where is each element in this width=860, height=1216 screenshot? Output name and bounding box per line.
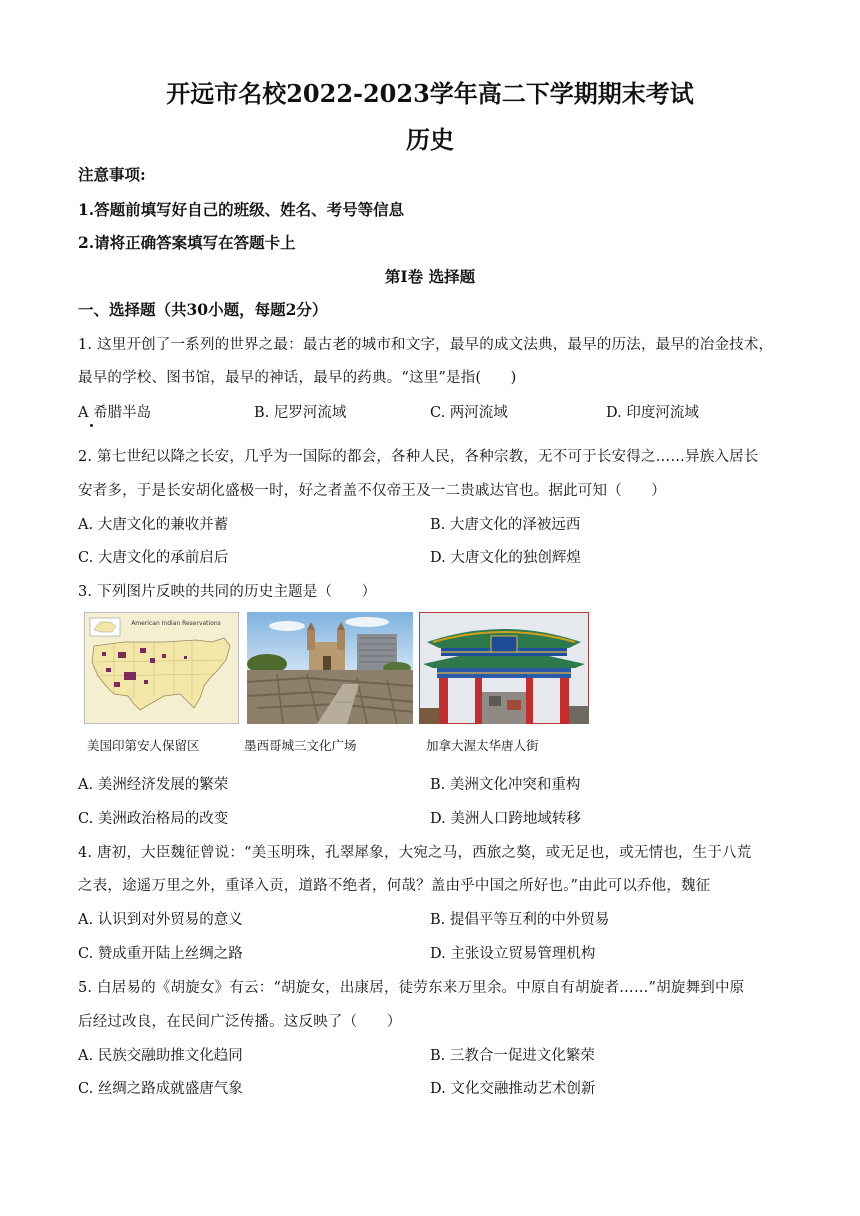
part-title: 一、选择题（共30小题，每题2分）: [78, 300, 328, 319]
caption-chinatown: 加拿大渥太华唐人街: [426, 738, 539, 753]
stray-dot: [90, 424, 93, 427]
caption-reservations: 美国印第安人保留区: [87, 738, 200, 753]
ottawa-chinatown-gate-image: [419, 612, 589, 724]
question-5-option-d[interactable]: D. 文化交融推动艺术创新: [430, 1081, 596, 1097]
subject-title: 历史: [406, 125, 454, 154]
exam-title: 开远市名校2022-2023学年高二下学期期末考试: [166, 79, 694, 108]
question-4-line-2: 之表，途遥万里之外，重译入贡，道路不绝者，何哉？盖由乎中国之所好也。”由此可以乔他，魏征: [78, 878, 711, 894]
question-5-option-a[interactable]: A. 民族交融助推文化趋同: [78, 1048, 243, 1064]
question-1-line-2: 最早的学校、图书馆，最早的神话，最早的药典。“这里”是指( ): [78, 370, 517, 386]
map-title: American Indian Reservations: [131, 620, 221, 627]
notice-item-2: 2.请将正确答案填写在答题卡上: [78, 233, 296, 252]
question-1-option-d[interactable]: D. 印度河流域: [606, 405, 699, 421]
question-2-line-2: 安者多，于是长安胡化盛极一时，好之者盖不仅帝王及一二贵戚达官也。据此可知（ ）: [78, 483, 666, 499]
question-4-line-1: 4. 唐初，大臣魏征曾说：“美玉明珠，孔翠犀象，大宛之马，西旅之獒，或无足也，或无情也，生于八荒: [78, 845, 752, 861]
notice-heading: 注意事项:: [78, 165, 146, 184]
question-3-option-c[interactable]: C. 美洲政治格局的改变: [78, 811, 229, 827]
caption-plaza: 墨西哥城三文化广场: [244, 738, 357, 753]
question-2-option-c[interactable]: C. 大唐文化的承前启后: [78, 550, 229, 566]
question-1-line-1: 1. 这里开创了一系列的世界之最：最古老的城市和文字，最早的成文法典，最早的历法，最早的冶金技术，: [78, 337, 774, 353]
question-4-option-d[interactable]: D. 主张设立贸易管理机构: [430, 946, 596, 962]
question-5-line-1: 5. 白居易的《胡旋女》有云：“胡旋女，出康居，徒劳东来万里余。中原自有胡旋者……”胡旋舞到中原: [78, 980, 745, 996]
question-3-option-a[interactable]: A. 美洲经济发展的繁荣: [78, 777, 229, 793]
question-1-option-b[interactable]: B. 尼罗河流域: [254, 405, 347, 421]
question-5-option-c[interactable]: C. 丝绸之路成就盛唐气象: [78, 1081, 243, 1097]
question-2-line-1: 2. 第七世纪以降之长安，几乎为一国际的都会，各种人民，各种宗教，无不可于长安得之……异族入居长: [78, 449, 759, 465]
question-4-option-a[interactable]: A. 认识到对外贸易的意义: [78, 912, 243, 928]
question-2-option-a[interactable]: A. 大唐文化的兼收并蓄: [78, 517, 229, 533]
question-3-option-d[interactable]: D. 美洲人口跨地域转移: [430, 811, 581, 827]
question-2-option-b[interactable]: B. 大唐文化的泽被远西: [430, 517, 581, 533]
mexico-city-plaza-image: [247, 612, 413, 724]
question-4-option-c[interactable]: C. 赞成重开陆上丝绸之路: [78, 946, 243, 962]
question-3-option-b[interactable]: B. 美洲文化冲突和重构: [430, 777, 581, 793]
section-title: 第Ⅰ卷 选择题: [384, 267, 476, 286]
question-1-option-a[interactable]: A 希腊半岛: [78, 405, 152, 421]
question-3-line-1: 3. 下列图片反映的共同的历史主题是（ ）: [78, 584, 377, 600]
question-5-line-2: 后经过改良，在民间广泛传播。这反映了（ ）: [78, 1014, 402, 1030]
indian-reservations-map-image: [84, 612, 239, 724]
question-1-option-c[interactable]: C. 两河流域: [430, 405, 508, 421]
question-2-option-d[interactable]: D. 大唐文化的独创辉煌: [430, 550, 581, 566]
question-5-option-b[interactable]: B. 三教合一促进文化繁荣: [430, 1048, 595, 1064]
question-4-option-b[interactable]: B. 提倡平等互利的中外贸易: [430, 912, 610, 928]
notice-item-1: 1.答题前填写好自己的班级、姓名、考号等信息: [78, 200, 405, 219]
